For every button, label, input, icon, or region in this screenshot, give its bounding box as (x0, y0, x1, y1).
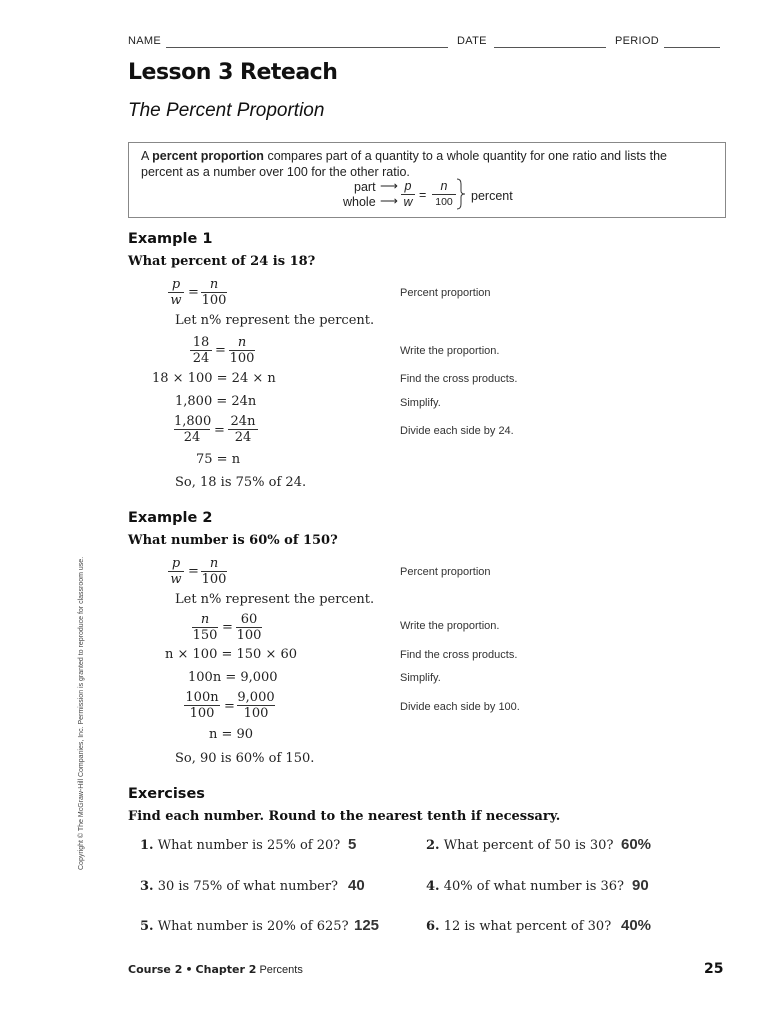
example-1-question: What percent of 24 is 18? (128, 254, 316, 269)
note-simplify: Simplify. (400, 397, 441, 409)
fraction-n-over-100: n 100 (201, 277, 227, 308)
exercise-3: 3. 30 is 75% of what number? (140, 879, 339, 894)
example-1-simplify: 1,800 = 24n (175, 394, 257, 409)
name-line[interactable] (166, 47, 448, 48)
footer-course: Course 2 • Chapter 2 Percents (128, 963, 303, 976)
note-divide: Divide each side by 100. (400, 701, 520, 713)
note-divide: Divide each side by 24. (400, 425, 514, 437)
example-2-cross-products: n × 100 = 150 × 60 (165, 647, 298, 662)
answer-5[interactable]: 125 (354, 917, 380, 934)
whole-arrow: ⟶ (380, 194, 398, 208)
exercise-6: 6. 12 is what percent of 30? (426, 919, 612, 934)
answer-1[interactable]: 5 (348, 836, 357, 853)
definition-box (128, 142, 726, 218)
exercises-title: Exercises (128, 786, 205, 802)
part-label: part (354, 180, 376, 194)
note-simplify: Simplify. (400, 672, 441, 684)
exercises-instructions: Find each number. Round to the nearest tenth if necessary. (128, 809, 561, 824)
definition-line-1: A percent proportion compares part of a quantity to a whole quantity for one ratio and lists the (141, 149, 667, 163)
answer-2[interactable]: 60% (621, 836, 652, 853)
example-2-let: Let n% represent the percent. (175, 592, 375, 607)
definition-term: percent proportion (152, 149, 264, 163)
note-percent-proportion: Percent proportion (400, 566, 491, 578)
example-2-simplify: 100n = 9,000 (188, 670, 278, 685)
example-1-let: Let n% represent the percent. (175, 313, 375, 328)
definition-line-2: percent as a number over 100 for the other ratio. (141, 165, 410, 179)
example-2-result: n = 90 (209, 727, 254, 742)
lesson-title: Lesson 3 Reteach (128, 60, 338, 85)
example-2-title: Example 2 (128, 510, 213, 526)
date-label: DATE (457, 35, 487, 47)
example-1-title: Example 1 (128, 231, 213, 247)
right-brace-icon (456, 178, 466, 210)
copyright-notice: Copyright © The McGraw-Hill Companies, Inc. Permission is granted to reproduce for classroom use. (78, 556, 85, 870)
note-cross-products: Find the cross products. (400, 373, 518, 385)
exercise-5: 5. What number is 20% of 625? (140, 919, 349, 934)
answer-4[interactable]: 90 (632, 877, 649, 894)
percent-label: percent (471, 189, 513, 203)
note-percent-proportion: Percent proportion (400, 287, 491, 299)
definition-fraction-n100: n 100 (432, 180, 456, 209)
note-cross-products: Find the cross products. (400, 649, 518, 661)
answer-3[interactable]: 40 (348, 877, 365, 894)
date-line[interactable] (494, 47, 606, 48)
period-label: PERIOD (615, 35, 659, 47)
fraction-p-over-w: p w (168, 278, 184, 307)
definition-equals: = (419, 188, 427, 202)
definition-fraction-pw: p w (401, 180, 415, 209)
page-number: 25 (704, 961, 724, 977)
example-1-conclusion: So, 18 is 75% of 24. (175, 475, 307, 490)
period-line[interactable] (664, 47, 720, 48)
whole-label: whole (343, 195, 376, 209)
note-write-proportion: Write the proportion. (400, 620, 500, 632)
name-label: NAME (128, 35, 161, 47)
exercise-2: 2. What percent of 50 is 30? (426, 838, 614, 853)
answer-6[interactable]: 40% (621, 917, 652, 934)
exercise-1: 1. What number is 25% of 20? (140, 838, 341, 853)
example-1-cross-products: 18 × 100 = 24 × n (152, 371, 276, 386)
fraction-18-over-24: 18 24 (190, 336, 212, 365)
lesson-subtitle: The Percent Proportion (128, 100, 325, 121)
note-write-proportion: Write the proportion. (400, 345, 500, 357)
example-2-question: What number is 60% of 150? (128, 533, 338, 548)
exercise-4: 4. 40% of what number is 36? (426, 879, 625, 894)
part-arrow: ⟶ (380, 179, 398, 193)
example-1-result: 75 = n (196, 452, 241, 467)
example-2-conclusion: So, 90 is 60% of 150. (175, 751, 315, 766)
